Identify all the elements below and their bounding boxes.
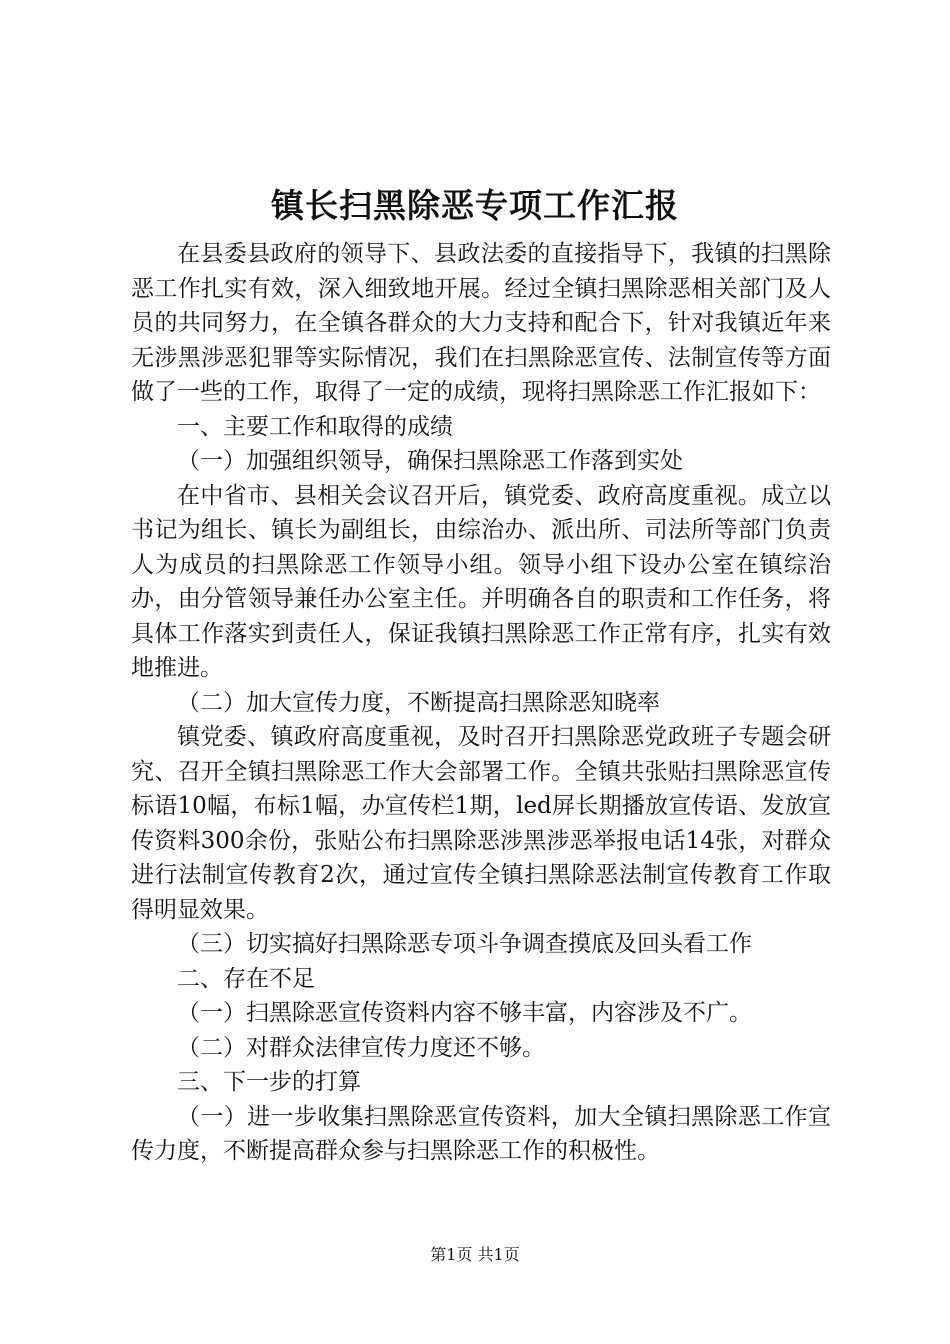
subsection-heading-organization: （一）加强组织领导，确保扫黑除恶工作落到实处 — [177, 448, 683, 474]
section-heading-achievements: 一、主要工作和取得的成绩 — [177, 413, 453, 440]
document-body — [131, 237, 831, 1169]
publicity-paragraph: 镇党委、镇政府高度重视，及时召开扫黑除恶党政班子专题会研究、召开全镇扫黑除恶工作大会部署工作。全镇共张贴扫黑除恶宣传标语10幅，布标1幅，办宣传栏1期，led屏长期播放宣传语、发放宣传资料300余份，张贴公布扫黑除恶涉黑涉恶举报电话14张，对群众进行法制宣传教育2次，通过宣传全镇扫黑除恶法制宣传教育工作取得明显效果。 — [131, 724, 831, 923]
intro-paragraph: 在县委县政府的领导下、县政法委的直接指导下，我镇的扫黑除恶工作扎实有效，深入细致地开展。经过全镇扫黑除恶相关部门及人员的共同努力，在全镇各群众的大力支持和配合下，针对我镇近年来无涉黑涉恶犯罪等实际情况，我们在扫黑除恶宣传、法制宣传等方面做了一些的工作，取得了一定的成绩，现将扫黑除恶工作汇报如下： — [131, 241, 831, 405]
shortcoming-item-2: （二）对群众法律宣传力度还不够。 — [177, 1034, 545, 1061]
next-step-item-1: （一）进一步收集扫黑除恶宣传资料，加大全镇扫黑除恶工作宣传力度，不断提高群众参与扫黑除恶工作的积极性。 — [131, 1103, 831, 1164]
page-number-footer: 第1页 共1页 — [430, 1245, 520, 1264]
document-title: 镇长扫黑除恶专项工作汇报 — [271, 186, 679, 225]
subsection-heading-investigation: （三）切实搞好扫黑除恶专项斗争调查摸底及回头看工作 — [177, 931, 752, 957]
shortcoming-item-1: （一）扫黑除恶宣传资料内容不够丰富，内容涉及不广。 — [177, 1000, 752, 1026]
section-heading-shortcomings: 二、存在不足 — [177, 965, 315, 992]
subsection-heading-publicity: （二）加大宣传力度，不断提高扫黑除恶知晓率 — [177, 689, 660, 716]
section-heading-next-steps: 三、下一步的打算 — [177, 1069, 361, 1095]
organization-paragraph: 在中省市、县相关会议召开后，镇党委、政府高度重视。成立以书记为组长、镇长为副组长，由综治办、派出所、司法所等部门负责人为成员的扫黑除恶工作领导小组。领导小组下设办公室在镇综治办，由分管领导兼任办公室主任。并明确各自的职责和工作任务，将具体工作落实到责任人，保证我镇扫黑除恶工作正常有序，扎实有效地推进。 — [131, 482, 831, 681]
